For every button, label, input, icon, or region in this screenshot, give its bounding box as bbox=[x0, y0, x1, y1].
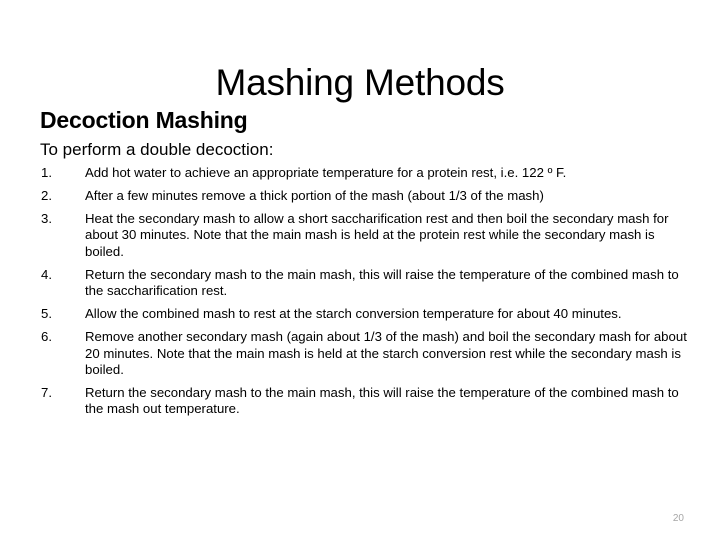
list-item bbox=[40, 329, 692, 378]
list-item-marker: 5. bbox=[41, 306, 52, 322]
list-item bbox=[40, 267, 692, 299]
list-item-marker: 3. bbox=[41, 211, 52, 227]
list-item bbox=[40, 385, 692, 417]
slide-body bbox=[40, 108, 692, 417]
list-item-text: After a few minutes remove a thick portion of the mash (about 1/3 of the mash) bbox=[85, 188, 544, 203]
page-number: 20 bbox=[672, 513, 684, 524]
list-item-marker: 1. bbox=[41, 164, 52, 180]
list-item-text: Allow the combined mash to rest at the starch conversion temperature for about 40 minutes. bbox=[85, 306, 622, 322]
list-item-text: Heat the secondary mash to allow a short saccharification rest and then boil the secondary mash for about 30 minutes. Note that the main mash is held at the protein rest while the secondary mash is boiled. bbox=[85, 211, 669, 259]
section-heading: Decoction Mashing bbox=[40, 107, 248, 133]
lead-line: To perform a double decoction: bbox=[40, 139, 274, 159]
list-item bbox=[40, 188, 692, 204]
list-item-marker: 2. bbox=[41, 188, 52, 203]
list-item-text: Add hot water to achieve an appropriate temperature for a protein rest, i.e. 122 º F. bbox=[85, 164, 567, 180]
list-item bbox=[40, 306, 692, 322]
list-item bbox=[40, 211, 692, 260]
procedure-list bbox=[40, 165, 692, 418]
list-item-text: Remove another secondary mash (again about 1/3 of the mash) and boil the secondary mash for about 20 minutes. Note that the main mash is held at the starch conversion rest while the secondary mash is boiled. bbox=[85, 329, 687, 377]
list-item-marker: 6. bbox=[41, 329, 52, 345]
list-item-marker: 7. bbox=[41, 385, 52, 401]
page-title: Mashing Methods bbox=[215, 61, 505, 103]
list-item bbox=[40, 165, 692, 181]
list-item-text: Return the secondary mash to the main mash, this will raise the temperature of the combined mash to the saccharification rest. bbox=[85, 266, 679, 299]
list-item-marker: 4. bbox=[41, 266, 52, 282]
list-item-text: Return the secondary mash to the main mash, this will raise the temperature of the combined mash to the mash out temperature. bbox=[85, 385, 679, 417]
